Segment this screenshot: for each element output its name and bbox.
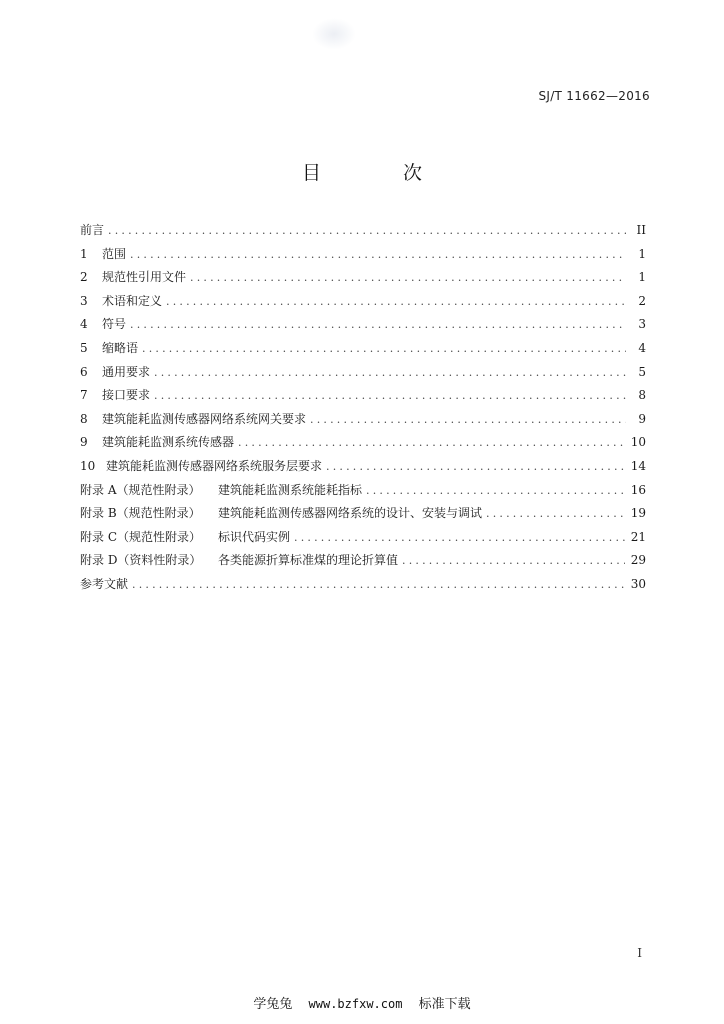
toc-entry-number: 1 [80,246,88,261]
toc-leader-dots [108,224,626,237]
toc-entry-page: 9 [638,411,646,426]
toc-entry-page: 10 [630,435,646,450]
toc-entry-label: 符号 [102,317,127,332]
toc-entry-number: 附录 C（规范性附录） [80,529,201,544]
toc-entry-5[interactable] [80,339,646,363]
toc-leader-dots [326,460,625,473]
footer-url-link[interactable]: www.bzfxw.com [308,997,403,1011]
toc-leader-dots [310,413,626,426]
toc-entry-annex-d[interactable] [80,551,646,575]
toc-entry-label: 建筑能耗监测系统能耗指标 [218,482,363,497]
toc-entry-number: 附录 D（资料性附录） [80,553,202,568]
toc-entry-page: 30 [630,576,646,591]
footer-site-name: 学兔兔 [253,997,293,1012]
toc-entry-number: 附录 A（规范性附录） [80,482,201,497]
scan-artifact [312,18,356,50]
toc-leader-dots [294,531,625,544]
toc-entry-label: 建筑能耗监测传感器网络系统网关要求 [102,411,307,426]
toc-entry-page: 29 [630,553,646,568]
footer-watermark [0,993,724,1012]
toc-entry-label: 各类能源折算标准煤的理论折算值 [218,553,399,568]
toc-leader-dots [238,436,625,449]
toc-entry-page: 2 [638,293,646,308]
toc-entry-label: 建筑能耗监测传感器网络系统的设计、安装与调试 [218,506,483,521]
standard-number: SJ/T 11662—2016 [538,89,650,103]
toc-entry-label: 缩略语 [102,340,139,355]
toc-entry-label: 术语和定义 [102,293,163,308]
footer-tagline: 标准下载 [418,997,471,1012]
toc-leader-dots [132,578,625,591]
toc-entry-page: 16 [630,482,646,497]
toc-entry-8[interactable] [80,410,646,434]
toc-entry-label: 前言 [80,223,105,237]
toc-entry-number: 7 [80,388,88,403]
toc-entry-number: 2 [80,270,88,285]
toc-entry-number: 4 [80,317,88,332]
page-number: I [637,946,642,960]
toc-entry-number: 附录 B（规范性附录） [80,506,201,521]
toc-entry-bibliography[interactable] [80,575,646,599]
toc-leader-dots [486,507,625,520]
toc-entry-9[interactable] [80,433,646,457]
toc-entry-number: 10 [80,458,96,473]
toc-leader-dots [130,318,626,331]
toc-entry-label: 建筑能耗监测系统传感器 [102,435,235,450]
toc-leader-dots [366,484,625,497]
toc-entry-page: 19 [630,506,646,521]
toc-entry-page: 21 [630,529,646,544]
toc-entry-number: 8 [80,411,88,426]
toc-entry-number: 6 [80,364,88,379]
toc-title: 目 次 [301,162,461,184]
toc-entry-10[interactable] [80,457,646,481]
toc-entry-2[interactable] [80,268,646,292]
toc-entry-3[interactable] [80,292,646,316]
toc-entry-page: 1 [638,246,646,261]
toc-entry-annex-c[interactable] [80,528,646,552]
toc-leader-dots [154,366,626,379]
toc-leader-dots [166,295,626,308]
toc-entry-page: 3 [638,317,646,332]
toc-entry-page: 8 [638,388,646,403]
toc-entry-label: 接口要求 [102,388,151,403]
toc-entry-label: 范围 [102,246,127,261]
toc-leader-dots [402,554,625,567]
toc-entry-page: 4 [638,340,646,355]
toc-entry-foreword[interactable] [80,221,646,245]
toc-leader-dots [190,271,626,284]
toc-entry-page: 1 [638,270,646,285]
toc-entry-number: 3 [80,293,88,308]
toc-entry-label: 参考文献 [80,576,129,591]
toc-entry-7[interactable] [80,386,646,410]
toc-entry-number: 5 [80,340,88,355]
toc-entry-label: 建筑能耗监测传感器网络系统服务层要求 [106,458,323,473]
toc-entry-page: 5 [638,364,646,379]
table-of-contents [80,221,646,599]
toc-entry-6[interactable] [80,363,646,387]
toc-entry-annex-b[interactable] [80,504,646,528]
toc-entry-label: 标识代码实例 [218,529,291,544]
toc-entry-label: 通用要求 [102,364,151,379]
toc-entry-page: II [636,223,646,237]
toc-entry-4[interactable] [80,315,646,339]
toc-leader-dots [130,248,626,261]
toc-entry-1[interactable] [80,245,646,269]
toc-entry-page: 14 [630,458,646,473]
toc-leader-dots [154,389,626,402]
toc-leader-dots [142,342,626,355]
toc-entry-label: 规范性引用文件 [102,270,187,285]
toc-entry-number: 9 [80,435,88,450]
toc-entry-annex-a[interactable] [80,481,646,505]
